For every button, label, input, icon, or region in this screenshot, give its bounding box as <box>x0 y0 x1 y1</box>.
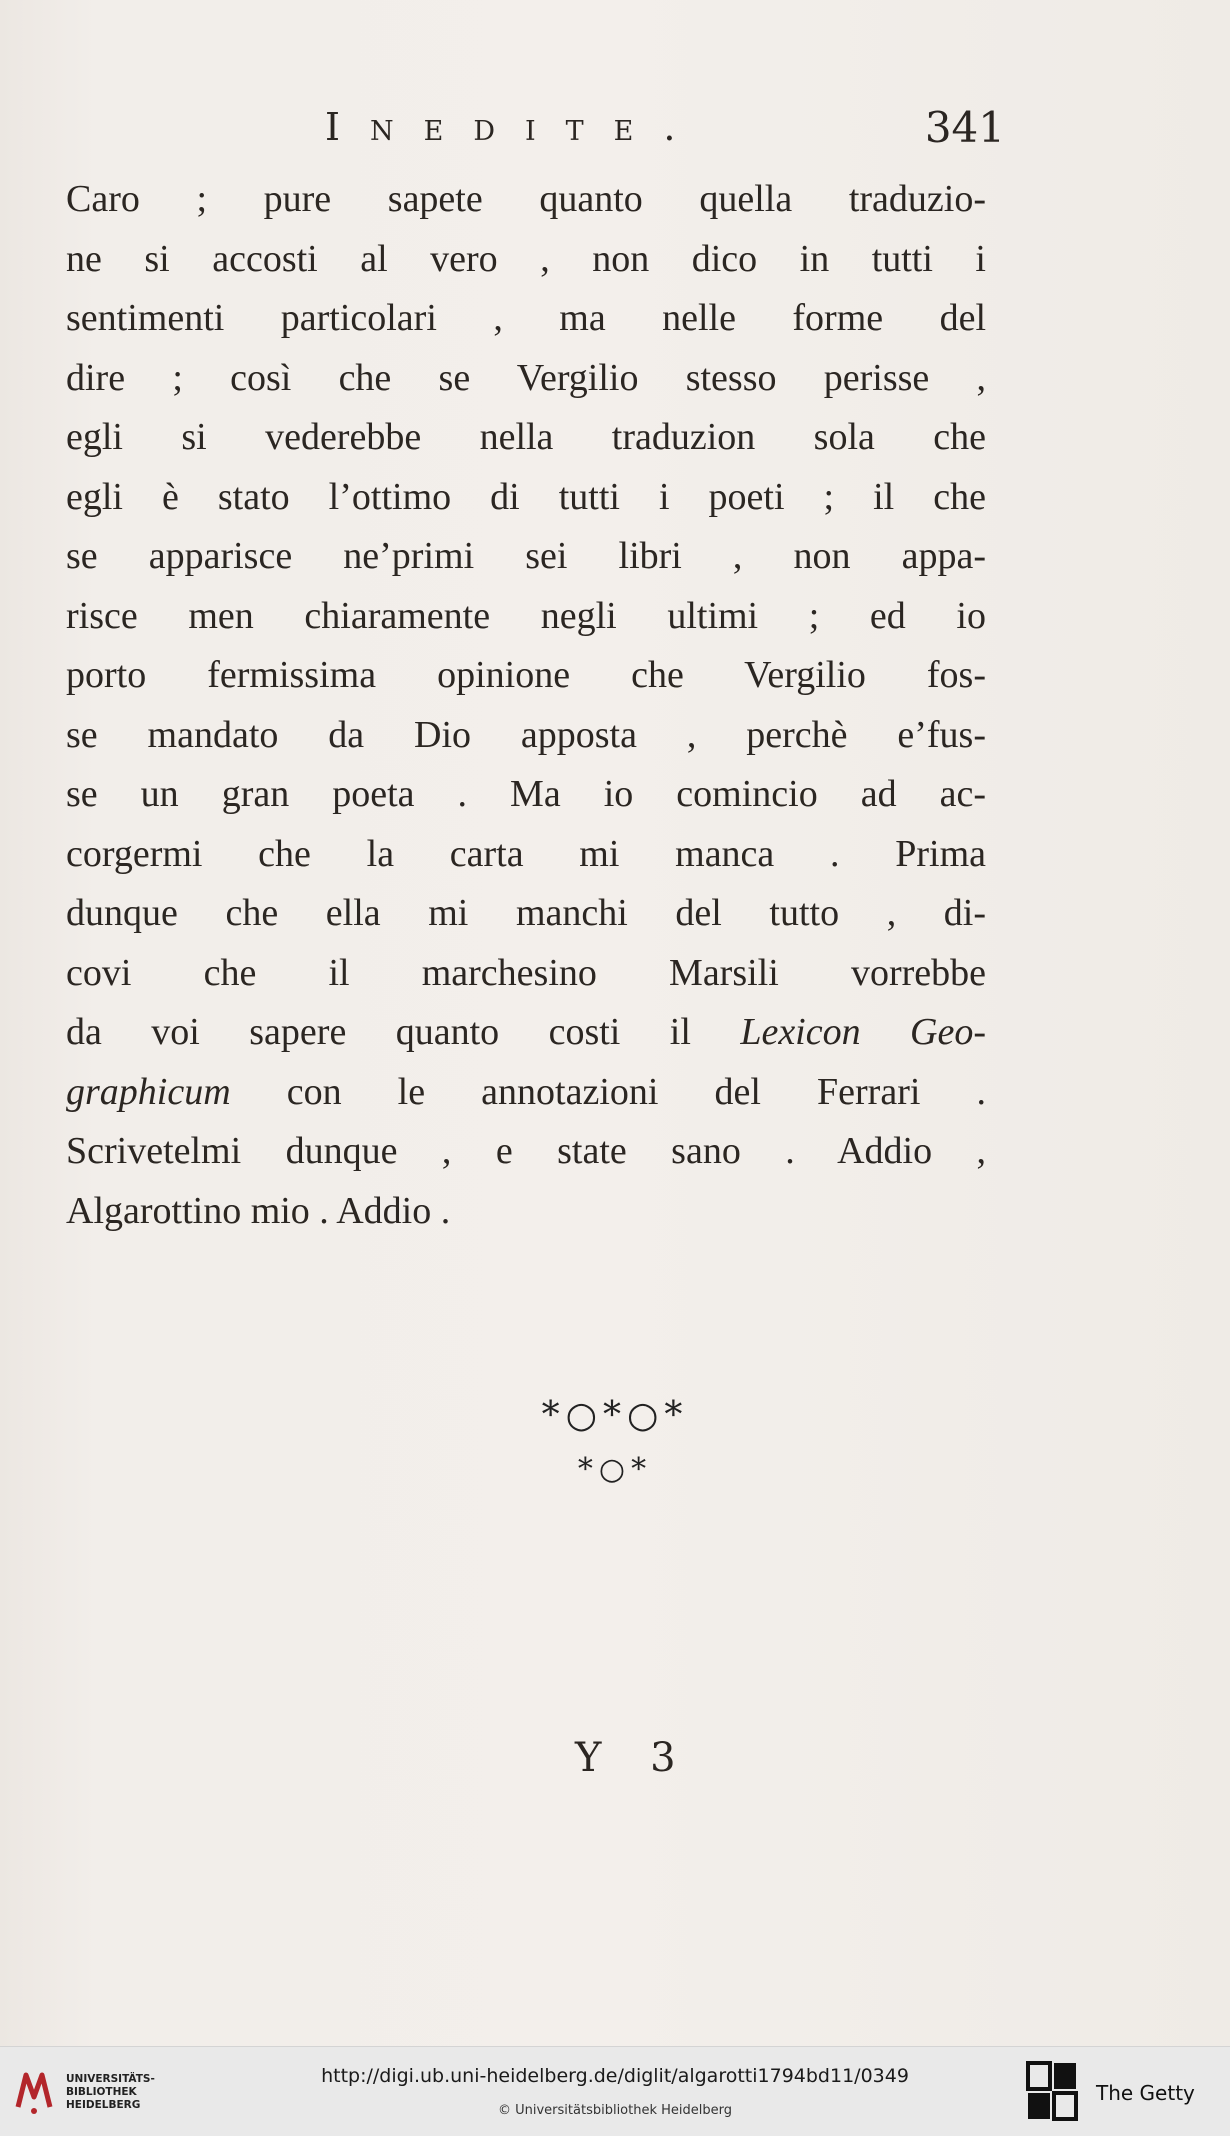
italic-title: Lexicon Geo- <box>740 1011 986 1053</box>
text-segment: da voi sapere quanto costi il <box>66 1011 741 1053</box>
copyright-notice: © Universitätsbibliothek Heidelberg <box>497 2103 732 2118</box>
partner-name: The Getty <box>1096 2081 1195 2105</box>
text-line: dunque che ella mi manchi del tutto , di- <box>66 892 986 934</box>
text-line: Caro ; pure sapete quanto quella traduzio- <box>66 178 986 220</box>
text-line: Scrivetelmi dunque , e state sano . Addio , <box>66 1130 986 1172</box>
text-line: se mandato da Dio apposta , perchè e’fus- <box>66 713 986 756</box>
footer-bar <box>0 2046 1230 2136</box>
ornament-bottom: *○* <box>577 1452 653 1487</box>
library-name: UNIVERSITÄTS- BIBLIOTHEK HEIDELBERG <box>66 2073 155 2111</box>
body-text <box>66 170 986 1241</box>
text-segment: con le annotazioni del Ferrari . <box>230 1070 986 1113</box>
running-title: Inedite. <box>325 105 706 149</box>
text-line: egli si vederebbe nella traduzion sola che <box>66 416 986 458</box>
text-line: egli è stato l’ottimo di tutti i poeti ; il che <box>66 475 986 518</box>
text-line <box>66 1063 986 1123</box>
getty-logo[interactable] <box>1026 2061 1216 2123</box>
signature-mark: Y 3 <box>575 1735 694 1781</box>
text-line: Algarottino mio . Addio . <box>66 1189 451 1232</box>
text-line: se un gran poeta . Ma io comincio ad ac- <box>66 773 986 815</box>
running-header <box>325 105 1005 165</box>
text-line: sentimenti particolari , ma nelle forme del <box>66 297 986 339</box>
text-line: dire ; così che se Vergilio stesso perisse , <box>66 356 986 399</box>
ornament-top: *○*○* <box>541 1395 689 1436</box>
text-line <box>66 1003 986 1063</box>
text-line: ne si accosti al vero , non dico in tutti i <box>66 237 986 280</box>
text-line: corgermi che la carta mi manca . Prima <box>66 832 986 875</box>
text-line: risce men chiaramente negli ultimi ; ed io <box>66 594 986 637</box>
italic-title: graphicum <box>66 1070 231 1113</box>
text-line: covi che il marchesino Marsili vorrebbe <box>66 951 986 994</box>
text-line: se apparisce ne’primi sei libri , non appa- <box>66 535 986 577</box>
getty-mark-icon <box>1026 2061 1078 2121</box>
permalink-url[interactable]: http://digi.ub.uni-heidelberg.de/diglit/algarotti1794bd11/0349 <box>321 2065 909 2087</box>
text-line: porto fermissima opinione che Vergilio fos- <box>66 654 986 696</box>
page-number: 341 <box>924 103 1005 152</box>
